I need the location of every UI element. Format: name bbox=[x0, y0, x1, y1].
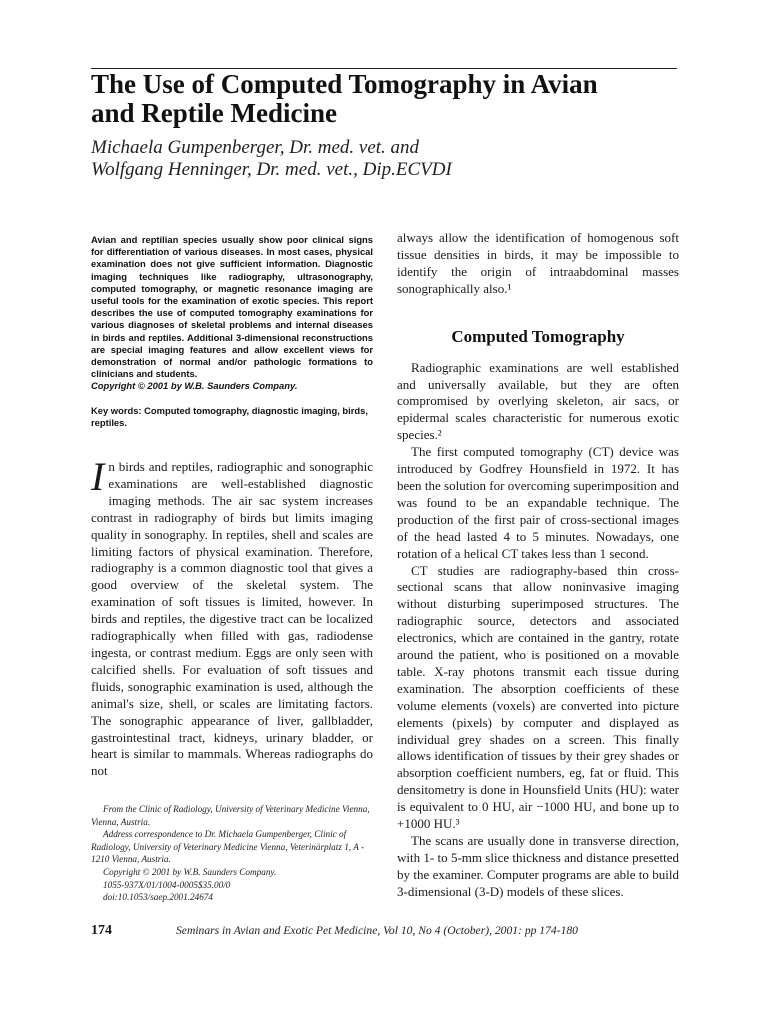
author-block bbox=[91, 137, 711, 181]
author-line-1: Michaela Gumpenberger, Dr. med. vet. and bbox=[91, 137, 420, 158]
footnote-copyright: Copyright © 2001 by W.B. Saunders Company. bbox=[103, 866, 277, 877]
section-heading: Computed Tomography bbox=[451, 326, 625, 346]
author-line-2: Wolfgang Henninger, Dr. med. vet., Dip.ECVDI bbox=[91, 159, 452, 180]
section-body bbox=[397, 360, 679, 901]
continuation-paragraph bbox=[397, 230, 679, 298]
intro-paragraph bbox=[91, 454, 373, 780]
article-title bbox=[91, 70, 691, 128]
continuation-text: always allow the identification of homogenous soft tissue densities in birds, it may be impossible to identify the origin of intraabdominal masses sonographically also.¹ bbox=[397, 230, 679, 296]
journal-citation: Seminars in Avian and Exotic Pet Medicine, Vol 10, No 4 (October), 2001: pp 174-180 bbox=[176, 924, 578, 937]
page-footer bbox=[91, 923, 691, 941]
footnote-doi: doi:10.1053/saep.2001.24674 bbox=[103, 892, 213, 903]
footnote-affiliation: From the Clinic of Radiology, University of Veterinary Medicine Vienna, Vienna, Austria. bbox=[91, 804, 370, 827]
intro-text: n birds and reptiles, radiographic and sonographic examinations are well-established diagnostic imaging methods. The air sac system increases contrast in radiography of birds but limits imaging quality in sonography. In reptiles, shell and scales are limiting factors of physical examination. Therefore, radiography is a common diagnostic tool that gives a good overview of the skeletal system. The examination of soft tissues is limited, however. In birds and reptiles, the digestive tract can be localized radiographically when filled with gas, radiodense ingesta, or contrast medium. Eggs are only seen with calcified shells. For evaluation of soft tissues and fluids, sonographic examination is used, although the animal's size, shell, or scales are limitating factors. The sonographic appearance of liver, gallbladder, gastrointestinal tract, kidneys, urinary bladder, or heart is similar to mammals. Whereas radiographs do not bbox=[91, 459, 373, 779]
drop-cap: I bbox=[91, 454, 105, 500]
paragraph-1: Radiographic examinations are well established and universally available, but they are often compromised by overlying skeleton, air sacs, or epidermal scales characteristic for numerous exotic species.² bbox=[397, 359, 679, 443]
paragraph-2: The first computed tomography (CT) device was introduced by Godfrey Hounsfield in 1972. It has been the solution for overcoming superimposition and was found to be an expandable technique. The production of the first pair of cross-sectional images of the head lasted 4 to 5 minutes. Nowadays, one rotation of a helical CT takes less than 1 second. bbox=[397, 444, 679, 561]
keywords: Key words: Computed tomography, diagnostic imaging, birds, reptiles. bbox=[91, 404, 368, 428]
footnote-address: Address correspondence to Dr. Michaela Gumpenberger, Clinic of Radiology, University of Veterinary Medicine Vienna, Veterinärplatz 1, A - 1210 Vienna, Austria. bbox=[91, 829, 365, 865]
title-line-2: and Reptile Medicine bbox=[91, 98, 337, 128]
abstract-copyright: Copyright © 2001 by W.B. Saunders Company. bbox=[91, 380, 298, 392]
right-column bbox=[397, 230, 679, 901]
abstract bbox=[91, 234, 373, 393]
abstract-text: Avian and reptilian species usually show poor clinical signs for differentiation of various diseases. In most cases, physical examination does not give sufficient information. Diagnostic imaging techniques like radiography, ultrasonography, computed tomography, or magnetic resonance imaging are useful tools for the examination of exotic species. This report describes the use of computed tomography examinations for various diagnoses of skeletal problems and internal diseases in birds and reptiles. Additional 3-dimensional reconstructions are special imaging features and allow excellent views for demonstration of normal and/or pathologic formations to clinicians and students. bbox=[91, 234, 373, 380]
page-number: 174 bbox=[91, 923, 112, 938]
footnotes bbox=[91, 803, 381, 904]
left-column bbox=[91, 234, 373, 780]
title-line-1: The Use of Computed Tomography in Avian bbox=[91, 69, 598, 99]
paragraph-3: CT studies are radiography-based thin cross-sectional scans that allow noninvasive imaging without disturbing superimposed structures. The radiographic source, detectors and associated electronics, which are contained in the gantry, rotate around the patient, who is positioned on a movable table. X-ray photons transmit each tissue during examination. The absorption coefficients of these volume elements (voxels) are converted into picture elements (pixels) by computer and displayed as individual grey shades on a screen. This finally allows identification of tissues by their grey shades or absorption coefficient numbers, eg, fat or fluid. This densitometry is done in Hounsfield Units (HU): water is equivalent to 0 HU, air −1000 HU, and bone up to +1000 HU.³ bbox=[397, 562, 679, 832]
footnote-issn: 1055-937X/01/1004-0005$35.00/0 bbox=[103, 879, 231, 890]
paragraph-4: The scans are usually done in transverse direction, with 1- to 5-mm slice thickness and distance presetted by the examiner. Computer programs are able to build 3-dimensional (3-D) models of these slices. bbox=[397, 833, 679, 899]
